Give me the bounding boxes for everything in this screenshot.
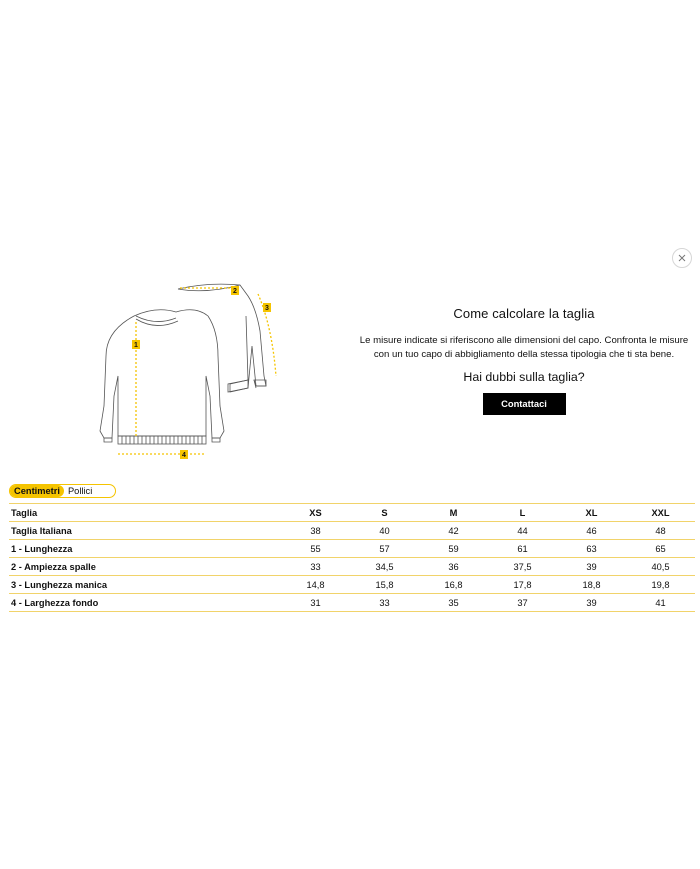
cell: 61 — [488, 540, 557, 558]
cell: 17,8 — [488, 576, 557, 594]
row-label: 2 - Ampiezza spalle — [9, 558, 281, 576]
cell: 18,8 — [557, 576, 626, 594]
header-taglia: Taglia — [9, 504, 281, 522]
cell: 65 — [626, 540, 695, 558]
size-table — [9, 503, 695, 612]
row-label: 4 - Larghezza fondo — [9, 594, 281, 612]
cell: 31 — [281, 594, 350, 612]
cell: 34,5 — [350, 558, 419, 576]
cell: 59 — [419, 540, 488, 558]
header-size: M — [419, 504, 488, 522]
contact-button[interactable]: Contattaci — [483, 393, 566, 415]
cell: 16,8 — [419, 576, 488, 594]
table-row — [9, 558, 695, 576]
cell: 33 — [350, 594, 419, 612]
cell: 55 — [281, 540, 350, 558]
size-info-panel — [352, 306, 696, 415]
table-header-row — [9, 504, 695, 522]
cell: 39 — [557, 594, 626, 612]
cell: 14,8 — [281, 576, 350, 594]
cell: 40,5 — [626, 558, 695, 576]
row-label: 1 - Lunghezza — [9, 540, 281, 558]
size-help-question: Hai dubbi sulla taglia? — [463, 370, 585, 384]
unit-toggle — [9, 484, 116, 498]
marker-4: 4 — [182, 452, 186, 459]
cell: 38 — [281, 522, 350, 540]
close-icon — [678, 254, 686, 262]
unit-option-pollici[interactable]: Pollici — [67, 486, 93, 496]
cell: 33 — [281, 558, 350, 576]
table-row — [9, 576, 695, 594]
size-guide-description: Le misure indicate si riferiscono alle dimensioni del capo. Confronta le misure con un tuo capo di abbigliamento della stessa tipologia che ti sta bene. — [359, 335, 689, 360]
cell: 19,8 — [626, 576, 695, 594]
cell: 15,8 — [350, 576, 419, 594]
row-label: Taglia Italiana — [9, 522, 281, 540]
size-guide-title: Come calcolare la taglia — [453, 306, 595, 321]
cell: 36 — [419, 558, 488, 576]
table-row — [9, 594, 695, 612]
unit-option-centimetri[interactable]: Centimetri — [10, 485, 64, 497]
front-sweater-outline — [100, 310, 224, 438]
close-button[interactable] — [672, 248, 692, 268]
header-size: XL — [557, 504, 626, 522]
table-row — [9, 522, 695, 540]
cell: 63 — [557, 540, 626, 558]
cell: 46 — [557, 522, 626, 540]
cell: 37,5 — [488, 558, 557, 576]
cell: 40 — [350, 522, 419, 540]
cell: 41 — [626, 594, 695, 612]
cell: 57 — [350, 540, 419, 558]
cell: 44 — [488, 522, 557, 540]
header-size: XXL — [626, 504, 695, 522]
row-label: 3 - Lunghezza manica — [9, 576, 281, 594]
cell: 39 — [557, 558, 626, 576]
cell: 37 — [488, 594, 557, 612]
marker-1: 1 — [134, 342, 138, 349]
header-size: S — [350, 504, 419, 522]
sweater-illustration — [78, 276, 282, 462]
cell: 42 — [419, 522, 488, 540]
cell: 48 — [626, 522, 695, 540]
cell: 35 — [419, 594, 488, 612]
table-row — [9, 540, 695, 558]
back-sweater-outline — [178, 284, 266, 392]
header-size: XS — [281, 504, 350, 522]
marker-3: 3 — [265, 305, 269, 312]
marker-2: 2 — [233, 288, 237, 295]
header-size: L — [488, 504, 557, 522]
